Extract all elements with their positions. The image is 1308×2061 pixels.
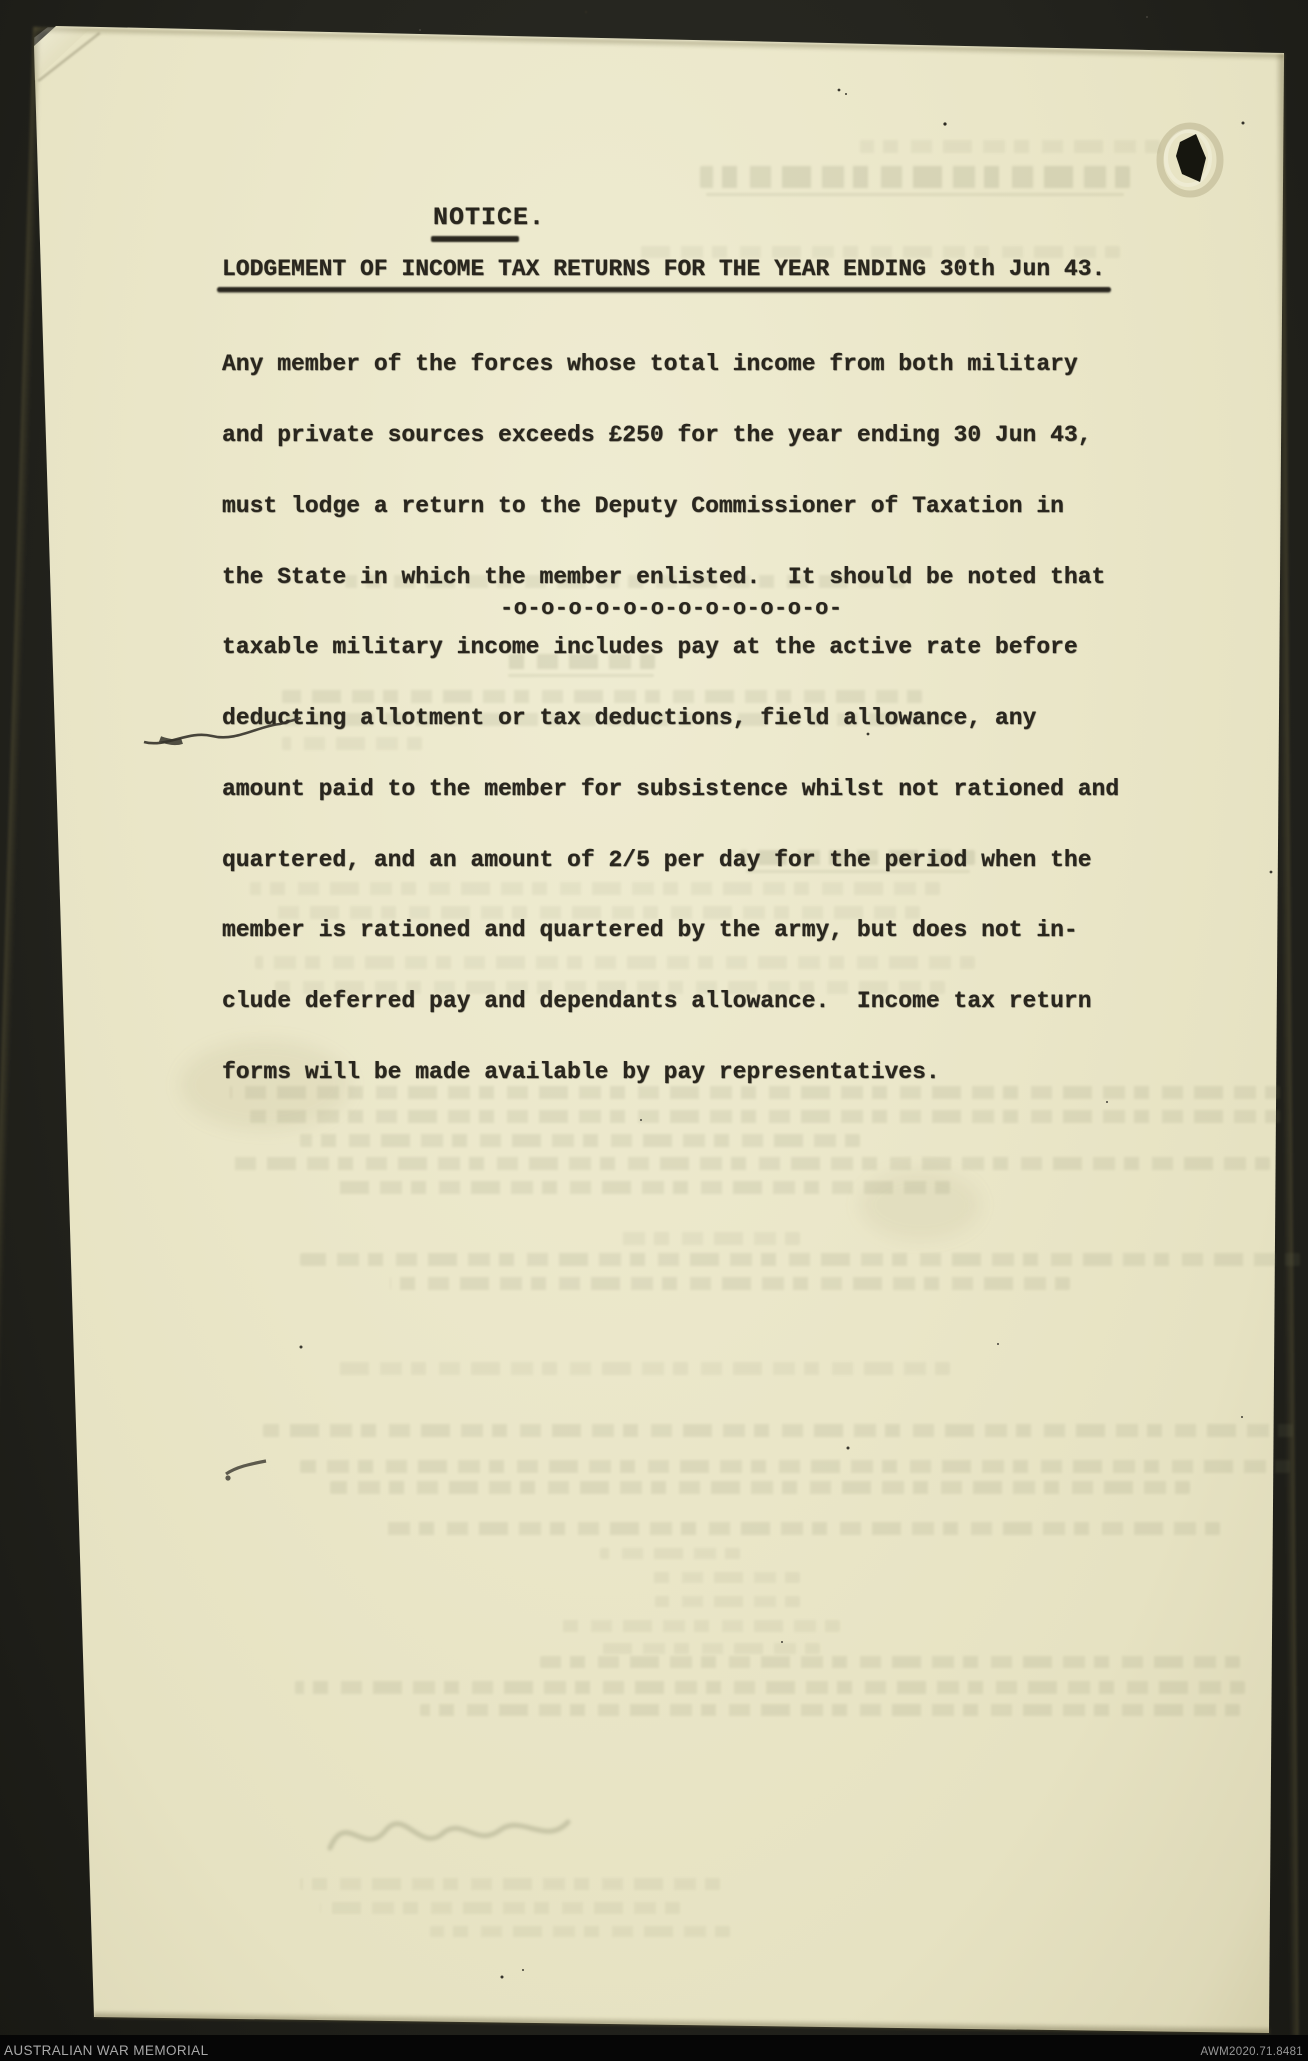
notice-title-underline <box>431 236 519 242</box>
ghost-bleed-line <box>300 1460 1290 1473</box>
ink-scratch <box>138 708 308 753</box>
body-line: forms will be made available by pay representatives. <box>222 1059 940 1085</box>
typed-divider: -o-o-o-o-o-o-o-o-o-o-o-o- <box>500 596 843 621</box>
body-line: Any member of the forces whose total income from both military <box>222 351 1078 378</box>
ghost-bleed-line <box>230 1157 1270 1170</box>
ghost-bleed-line <box>420 1704 1240 1716</box>
body-paragraph <box>222 306 1119 1132</box>
ghost-bleed-line <box>330 1181 950 1194</box>
ghost-bleed-line <box>620 1232 800 1245</box>
ghost-bleed-line <box>390 1277 1070 1290</box>
archive-name-watermark: AUSTRALIAN WAR MEMORIAL <box>4 2043 209 2058</box>
ghost-bleed-line <box>300 1134 860 1147</box>
watermark-band <box>0 2035 1308 2061</box>
body-line: the State in which the member enlisted. It should be noted that <box>222 563 1106 590</box>
ghost-bleed-line <box>560 1620 840 1632</box>
paper-edge-left <box>0 27 42 2022</box>
document-heading: LODGEMENT OF INCOME TAX RETURNS FOR THE YEAR ENDING 30th Jun 43. <box>222 256 1106 282</box>
ghost-bleed-line <box>540 1656 1240 1668</box>
ghost-bleed-underline <box>706 193 1124 196</box>
ghost-bleed-line <box>655 1596 800 1607</box>
ghost-bleed-line <box>300 1878 720 1890</box>
ghost-bleed-line <box>600 1643 820 1654</box>
ghost-bleed-line <box>300 1253 1300 1266</box>
paper-edge-right <box>1275 54 1299 2036</box>
ghost-bleed-line <box>380 1522 1220 1535</box>
ghost-bleed-line <box>320 1902 680 1914</box>
body-line: taxable military income includes pay at the active rate before <box>222 634 1078 661</box>
ghost-bleed-line <box>330 1362 950 1375</box>
body-line: clude deferred pay and dependants allowance. Income tax return <box>222 988 1092 1015</box>
ghost-bleed-line <box>860 140 1160 153</box>
ghost-bleed-line <box>650 1572 800 1583</box>
body-line: and private sources exceeds £250 for the year ending 30 Jun 43, <box>222 421 1092 448</box>
ghost-bleed-line <box>263 1424 1293 1437</box>
ghost-bleed-line <box>295 1681 1245 1694</box>
catalog-number-watermark: AWM2020.71.8481 <box>1200 2046 1303 2058</box>
ink-mark <box>218 1452 274 1484</box>
body-line: must lodge a return to the Deputy Commissioner of Taxation in <box>222 492 1064 519</box>
body-line: deducting allotment or tax deductions, field allowance, any <box>222 705 1037 732</box>
ghost-bleed-line <box>700 166 1130 188</box>
ghost-signature <box>324 1796 574 1871</box>
dust-specks <box>0 0 2 2</box>
ghost-bleed-line <box>600 1548 740 1559</box>
ghost-bleed-line <box>430 1926 730 1937</box>
body-line: quartered, and an amount of 2/5 per day for the period when the <box>222 846 1092 873</box>
ghost-bleed-line <box>330 1481 1190 1494</box>
document-heading-underline <box>217 287 1111 292</box>
paper-hole <box>1150 118 1230 208</box>
notice-title: NOTICE. <box>433 203 546 232</box>
body-line: member is rationed and quartered by the army, but does not in- <box>222 917 1078 944</box>
body-line: amount paid to the member for subsistence whilst not rationed and <box>222 775 1120 802</box>
